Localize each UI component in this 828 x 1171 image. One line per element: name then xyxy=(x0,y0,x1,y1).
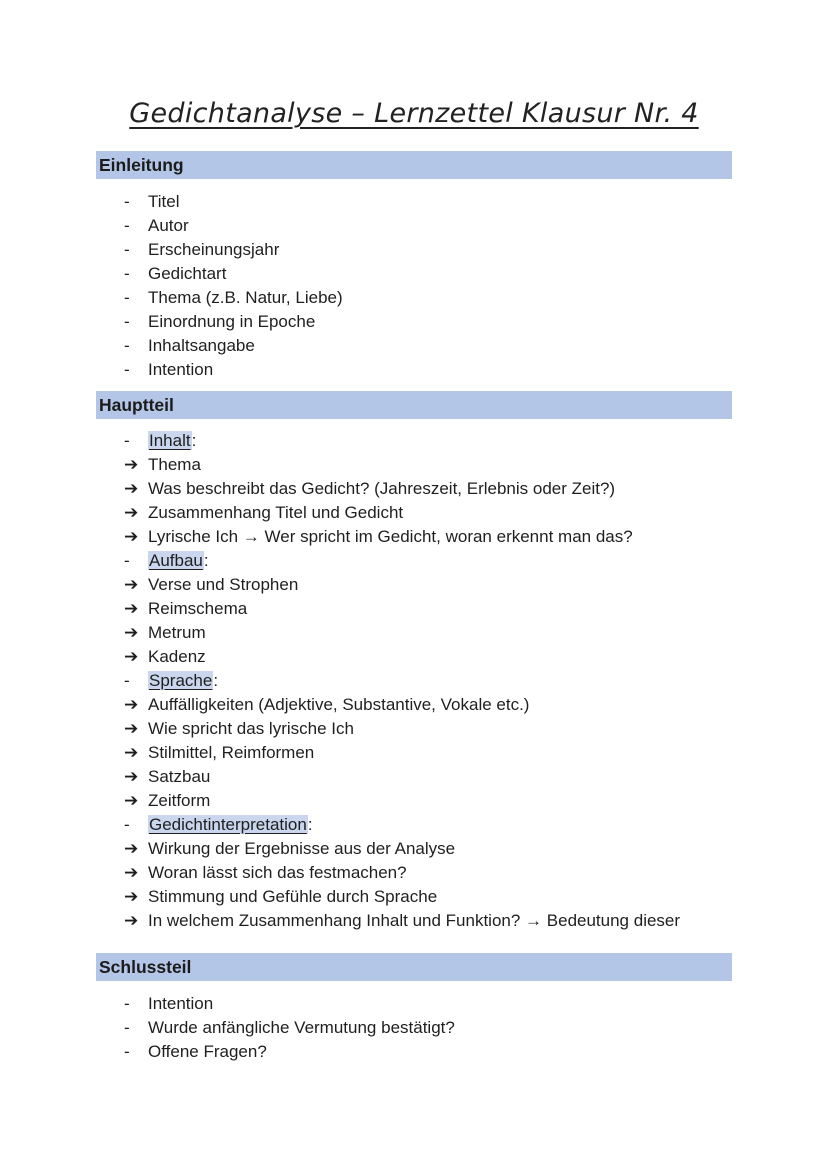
section-heading-hauptteil: Hauptteil xyxy=(96,391,732,419)
list-item: ➔ Wirkung der Ergebnisse aus der Analyse xyxy=(0,837,828,861)
list-item: - Wurde anfängliche Vermutung bestätigt? xyxy=(0,1016,828,1040)
list-item: ➔ Thema xyxy=(0,453,828,477)
list-item: ➔ Was beschreibt das Gedicht? (Jahreszeit, Erlebnis oder Zeit?) xyxy=(0,477,828,501)
arrow-right-icon: ➔ xyxy=(124,647,139,666)
dash-bullet-icon: - xyxy=(124,671,130,690)
list-item: ➔ Satzbau xyxy=(0,765,828,789)
section-heading-schlussteil: Schlussteil xyxy=(96,953,732,981)
arrow-right-icon: ➔ xyxy=(124,479,139,498)
arrow-right-icon: ➔ xyxy=(124,599,139,618)
dash-bullet-icon: - xyxy=(124,1042,130,1061)
list-item: ➔ Woran lässt sich das festmachen? xyxy=(0,861,828,885)
arrow-right-icon: ➔ xyxy=(124,767,139,786)
arrow-right-icon: ➔ xyxy=(124,863,139,882)
list-item: - Einordnung in Epoche xyxy=(0,310,828,334)
list-item: ➔ Reimschema xyxy=(0,597,828,621)
list-item: ➔ Stimmung und Gefühle durch Sprache xyxy=(0,885,828,909)
arrow-right-icon: ➔ xyxy=(124,695,139,714)
arrow-right-icon: ➔ xyxy=(124,719,139,738)
arrow-right-icon: ➔ xyxy=(124,887,139,906)
arrow-right-icon: ➔ xyxy=(124,503,139,522)
list-item: - Erscheinungsjahr xyxy=(0,238,828,262)
list-item: - Gedichtart xyxy=(0,262,828,286)
list-item: ➔ Metrum xyxy=(0,621,828,645)
arrow-right-icon: ➔ xyxy=(124,455,139,474)
group-heading-inhalt: - Inhalt: xyxy=(0,429,828,453)
arrow-right-icon: ➔ xyxy=(124,575,139,594)
dash-bullet-icon: - xyxy=(124,551,130,570)
section-heading-einleitung: Einleitung xyxy=(96,151,732,179)
list-item: ➔ Kadenz xyxy=(0,645,828,669)
list-item: ➔ Stilmittel, Reimformen xyxy=(0,741,828,765)
list-item: ➔ Wie spricht das lyrische Ich xyxy=(0,717,828,741)
dash-bullet-icon: - xyxy=(124,312,130,331)
list-item: ➔ Zeitform xyxy=(0,789,828,813)
list-item: - Titel xyxy=(0,190,828,214)
arrow-right-icon: ➔ xyxy=(124,839,139,858)
group-heading-aufbau: - Aufbau: xyxy=(0,549,828,573)
group-heading-gedichtinterpretation: - Gedichtinterpretation: xyxy=(0,813,828,837)
list-item: ➔ Auffälligkeiten (Adjektive, Substantive, Vokale etc.) xyxy=(0,693,828,717)
dash-bullet-icon: - xyxy=(124,192,130,211)
list-item: - Thema (z.B. Natur, Liebe) xyxy=(0,286,828,310)
dash-bullet-icon: - xyxy=(124,240,130,259)
list-item: ➔ Verse und Strophen xyxy=(0,573,828,597)
dash-bullet-icon: - xyxy=(124,336,130,355)
schlussteil-list xyxy=(0,992,828,1064)
list-item: - Intention xyxy=(0,992,828,1016)
dash-bullet-icon: - xyxy=(124,264,130,283)
list-item: - Autor xyxy=(0,214,828,238)
page-title: Gedichtanalyse – Lernzettel Klausur Nr. 4 xyxy=(129,98,699,129)
list-item: - Offene Fragen? xyxy=(0,1040,828,1064)
hauptteil-list xyxy=(0,429,828,933)
dash-bullet-icon: - xyxy=(124,288,130,307)
einleitung-list xyxy=(0,190,828,382)
dash-bullet-icon: - xyxy=(124,216,130,235)
dash-bullet-icon: - xyxy=(124,431,130,450)
arrow-right-icon: ➔ xyxy=(124,911,139,930)
dash-bullet-icon: - xyxy=(124,360,130,379)
dash-bullet-icon: - xyxy=(124,994,130,1013)
arrow-right-icon: ➔ xyxy=(124,623,139,642)
list-item: - Intention xyxy=(0,358,828,382)
list-item: - Inhaltsangabe xyxy=(0,334,828,358)
list-item: ➔ In welchem Zusammenhang Inhalt und Funktion? → Bedeutung dieser xyxy=(0,909,828,933)
list-item: ➔ Lyrische Ich → Wer spricht im Gedicht, woran erkennt man das? xyxy=(0,525,828,549)
group-heading-sprache: - Sprache: xyxy=(0,669,828,693)
arrow-right-icon: ➔ xyxy=(124,527,139,546)
dash-bullet-icon: - xyxy=(124,1018,130,1037)
arrow-right-icon: ➔ xyxy=(124,791,139,810)
dash-bullet-icon: - xyxy=(124,815,130,834)
arrow-right-icon: ➔ xyxy=(124,743,139,762)
list-item: ➔ Zusammenhang Titel und Gedicht xyxy=(0,501,828,525)
